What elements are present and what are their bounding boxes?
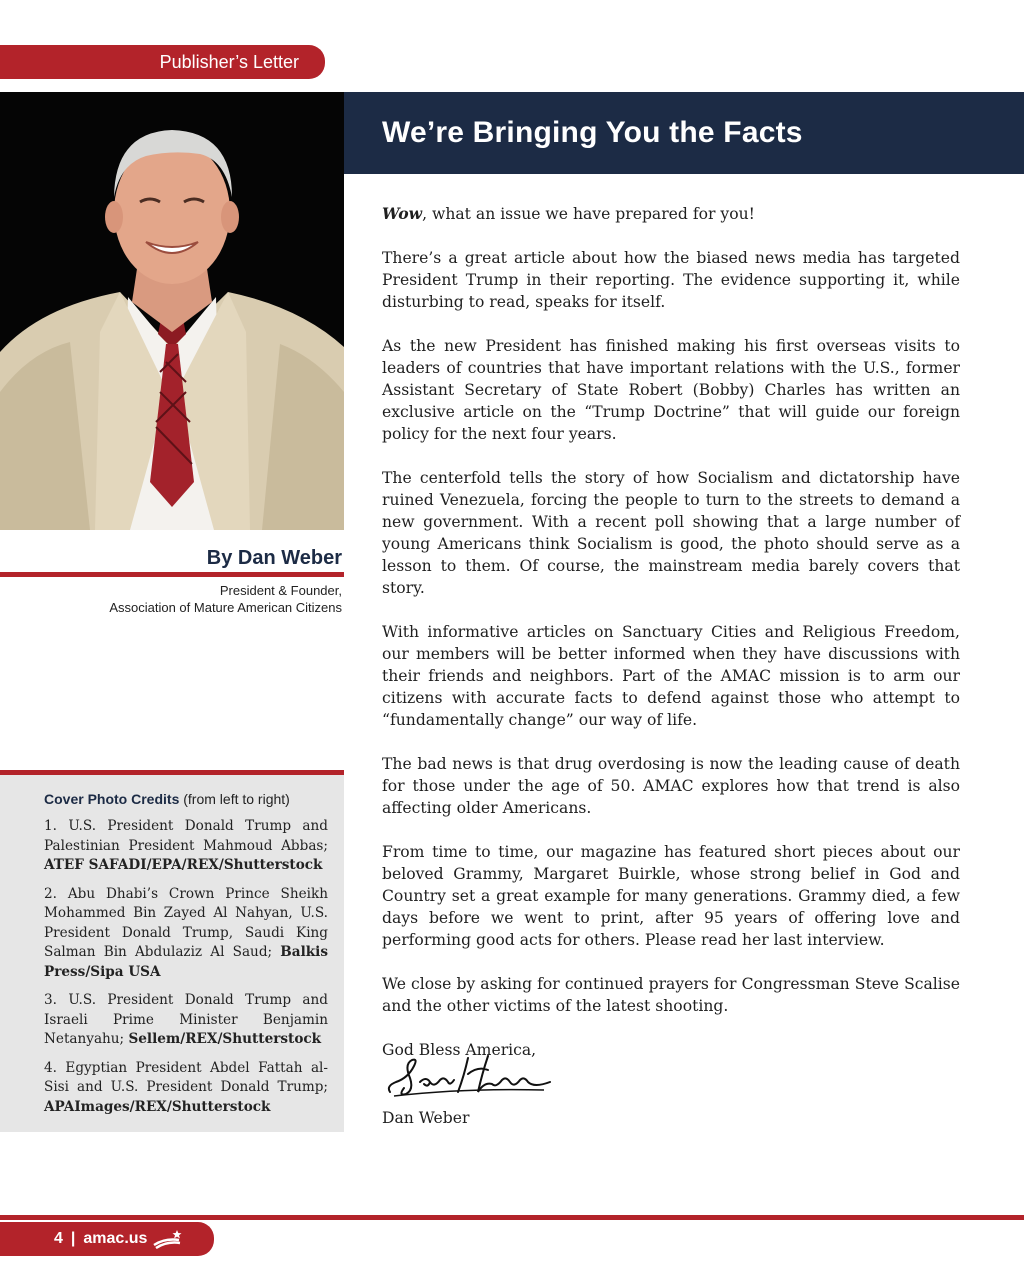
page-title: We’re Bringing You the Facts xyxy=(382,116,803,149)
credit-item: 2. Abu Dhabi’s Crown Prince Sheikh Mohammed Bin Zayed Al Nahyan, U.S. President Donald Trump, Saudi King Salman Bin Abdulaziz Al Saud; Balkis Press/Sipa USA xyxy=(44,885,328,980)
footer-rule xyxy=(0,1215,1024,1220)
letter-paragraph: The centerfold tells the story of how Socialism and dictatorship have ruined Venezuela, forcing the people to turn to the streets to demand a new government. With a recent poll showing that a large number of young Americans think Socialism is good, the photo should serve as a lesson to them. Of course, the mainstream media barely covers that story. xyxy=(382,469,960,597)
credits-heading: Cover Photo Credits (from left to right) xyxy=(44,791,290,807)
letter-paragraph: Wow, what an issue we have prepared for you! xyxy=(382,204,755,223)
byline-rule xyxy=(0,572,344,577)
letter-paragraph: From time to time, our magazine has featured short pieces about our beloved Grammy, Margaret Buirkle, whose strong belief in God and Country set a great example for many generations. Grammy died, a few days before we went to print, after 95 years of offering love and performing good acts for others. Please read her last interview. xyxy=(382,843,960,949)
byline: By Dan Weber xyxy=(206,547,342,569)
author-role xyxy=(0,582,342,616)
credit-item: 1. U.S. President Donald Trump and Palestinian President Mahmoud Abbas; ATEF SAFADI/EPA/REX/Shutterstock xyxy=(44,818,328,873)
amac-flag-star-icon xyxy=(153,1229,183,1249)
author-photo xyxy=(0,92,344,530)
letter-paragraph: There’s a great article about how the biased news media has targeted President Trump in their reporting. The evidence supporting it, while disturbing to read, speaks for itself. xyxy=(382,249,960,311)
letter-paragraph: We close by asking for continued prayers for Congressman Steve Scalise and the other victims of the latest shooting. xyxy=(382,975,960,1015)
letter-paragraph: With informative articles on Sanctuary Cities and Religious Freedom, our members will be better informed when they have discussions with their friends and neighbors. Part of the AMAC mission is to arm our citizens with accurate facts to defend against those who attempt to “fundamentally change” our way of life. xyxy=(382,623,960,729)
title-bar xyxy=(344,92,1024,174)
letter-body xyxy=(382,203,960,1083)
site-link[interactable]: amac.us xyxy=(83,1230,148,1247)
signer-name: Dan Weber xyxy=(382,1109,470,1127)
section-tag: Publisher’s Letter xyxy=(0,45,325,79)
signature xyxy=(384,1048,554,1104)
credits-heading-note: (from left to right) xyxy=(183,791,290,807)
role-line-2: Association of Mature American Citizens xyxy=(109,600,342,615)
credit-item: 3. U.S. President Donald Trump and Israeli Prime Minister Benjamin Netanyahu; Sellem/REX/Shutterstock xyxy=(44,992,328,1047)
footer-tab xyxy=(0,1222,214,1256)
footer-separator: | xyxy=(70,1230,76,1247)
role-line-1: President & Founder, xyxy=(219,583,342,598)
cover-photo-credits xyxy=(0,775,344,1132)
letter-paragraph: The bad news is that drug overdosing is now the leading cause of death for those under the age of 50. AMAC explores how that trend is also affecting older Americans. xyxy=(382,755,960,817)
credit-item: 4. Egyptian President Abdel Fattah al-Sisi and U.S. President Donald Trump; APAImages/REX/Shutterstock xyxy=(44,1059,328,1115)
letter-closing: God Bless America, xyxy=(382,1041,537,1059)
page-number: 4 xyxy=(54,1230,63,1247)
letter-paragraph: As the new President has finished making his first overseas visits to leaders of countries that have important relations with the U.S., former Assistant Secretary of State Robert (Bobby) Charles has written an exclusive article on the “Trump Doctrine” that will guide our foreign policy for the next four years. xyxy=(382,337,960,443)
